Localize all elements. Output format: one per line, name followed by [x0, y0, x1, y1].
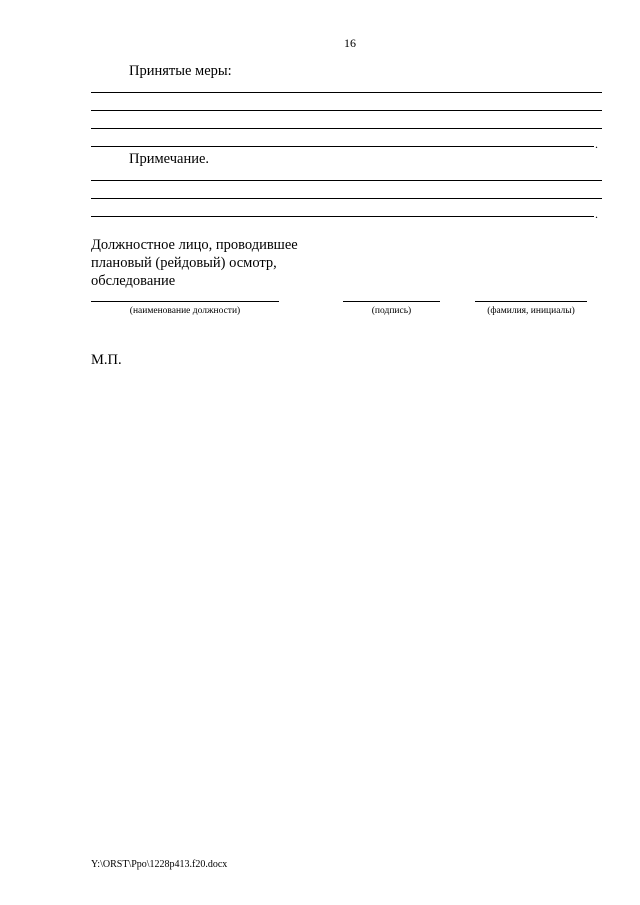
position-caption: (наименование должности)	[129, 306, 241, 316]
note-line-3[interactable]	[91, 216, 594, 217]
footer-file-path: Y:\ORST\Ppo\1228p413.f20.docx	[91, 859, 228, 870]
sign-caption: (подпись)	[371, 306, 412, 316]
measures-line-2[interactable]	[91, 110, 602, 111]
measures-line-4[interactable]	[91, 146, 594, 147]
official-line-3: обследование	[91, 273, 176, 289]
official-line-2: плановый (рейдовый) осмотр,	[91, 255, 277, 271]
stamp-label: М.П.	[91, 352, 122, 368]
note-heading: Примечание.	[129, 151, 210, 167]
name-caption: (фамилия, инициалы)	[487, 306, 575, 316]
position-signature-line[interactable]	[91, 301, 279, 302]
sign-signature-line[interactable]	[343, 301, 440, 302]
measures-heading: Принятые меры:	[129, 63, 232, 79]
page-number: 16	[344, 36, 356, 50]
note-line-1[interactable]	[91, 180, 602, 181]
note-end-mark: .	[595, 207, 598, 221]
measures-line-3[interactable]	[91, 128, 602, 129]
official-line-1: Должностное лицо, проводившее	[91, 237, 298, 253]
note-line-2[interactable]	[91, 198, 602, 199]
official-label	[91, 236, 298, 290]
name-signature-line[interactable]	[475, 301, 587, 302]
measures-line-1[interactable]	[91, 92, 602, 93]
measures-end-mark: .	[595, 137, 598, 151]
